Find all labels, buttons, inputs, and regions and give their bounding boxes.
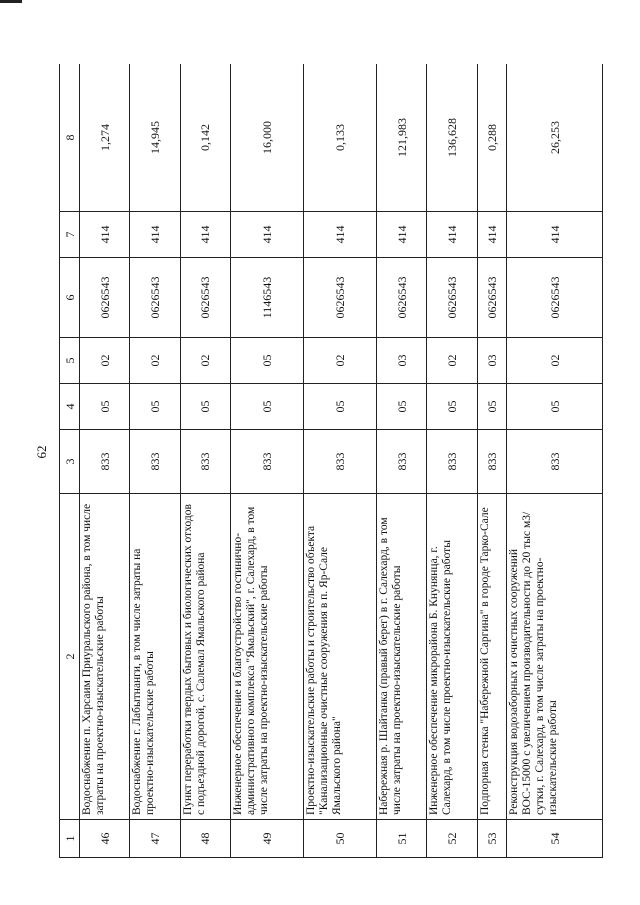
code-section-cell: 05 — [427, 384, 477, 430]
code-ministry-cell: 833 — [304, 430, 377, 494]
table-row — [507, 64, 603, 858]
object-name-cell: Проектно-изыскательские работы и строительство объекта "Канализационные очистные сооружения в п. Яр-Сале Ямальского района" — [304, 494, 377, 820]
code-section-cell: 05 — [130, 384, 180, 430]
amount-cell: 14,945 — [130, 64, 180, 212]
code-subsection-cell: 02 — [80, 338, 130, 384]
object-name-cell: Пункт переработки твердых бытовых и биологических отходов с подъездной дорогой, с. Салемал Ямальского района — [180, 494, 230, 820]
row-number-cell: 53 — [477, 820, 507, 858]
code-target-article-cell: 1146543 — [231, 258, 304, 338]
code-ministry-cell: 833 — [130, 430, 180, 494]
object-name-cell: Водоснабжение г. Лабытнанги, в том числе затраты на проектно-изыскательские работы — [130, 494, 180, 820]
code-ministry-cell: 833 — [80, 430, 130, 494]
scan-edge-mark — [0, 0, 22, 3]
table-row — [304, 64, 377, 858]
header-cell: 4 — [60, 384, 80, 430]
amount-cell: 121,983 — [377, 64, 427, 212]
code-section-cell: 05 — [231, 384, 304, 430]
row-number-cell: 49 — [231, 820, 304, 858]
row-number-cell: 51 — [377, 820, 427, 858]
code-ministry-cell: 833 — [231, 430, 304, 494]
table-row — [477, 64, 507, 858]
code-subsection-cell: 03 — [377, 338, 427, 384]
code-section-cell: 05 — [477, 384, 507, 430]
table-row — [130, 64, 180, 858]
code-ministry-cell: 833 — [180, 430, 230, 494]
code-ministry-cell: 833 — [377, 430, 427, 494]
row-number-cell: 46 — [80, 820, 130, 858]
row-number-cell: 52 — [427, 820, 477, 858]
header-cell: 7 — [60, 212, 80, 258]
code-ministry-cell: 833 — [427, 430, 477, 494]
budget-table — [59, 64, 603, 858]
code-section-cell: 05 — [180, 384, 230, 430]
code-target-article-cell: 0626543 — [130, 258, 180, 338]
object-name-cell: Набережная р. Шайтанка (правый берег) в г. Салехард, в том числе затраты на проектно-изыскательские работы — [377, 494, 427, 820]
header-cell: 1 — [60, 820, 80, 858]
code-ministry-cell: 833 — [477, 430, 507, 494]
table-header-row — [60, 64, 80, 858]
code-expense-type-cell: 414 — [507, 212, 603, 258]
object-name-cell: Водоснабжение п. Харсаим Приуральского района, в том числе затраты на проектно-изыскательские работы — [80, 494, 130, 820]
header-cell: 3 — [60, 430, 80, 494]
table-row — [377, 64, 427, 858]
object-name-cell: Реконструкция водозаборных и очистных сооружений ВОС-15000 с увеличением производительности до 20 тыс м3/сутки, г. Салехард, в том числе затраты на проектно-изыскательские работы — [507, 494, 603, 820]
header-cell: 2 — [60, 494, 80, 820]
row-number-cell: 48 — [180, 820, 230, 858]
header-cell: 8 — [60, 64, 80, 212]
code-subsection-cell: 05 — [231, 338, 304, 384]
object-name-cell: Инженерное обеспечение и благоустройство гостинично-административного комплекса "Ямальский", г. Салехард, в том числе затраты на проектно-изыскательские работы — [231, 494, 304, 820]
amount-cell: 0,288 — [477, 64, 507, 212]
amount-cell: 1,274 — [80, 64, 130, 212]
code-expense-type-cell: 414 — [304, 212, 377, 258]
code-subsection-cell: 03 — [477, 338, 507, 384]
code-expense-type-cell: 414 — [231, 212, 304, 258]
code-section-cell: 05 — [80, 384, 130, 430]
code-subsection-cell: 02 — [180, 338, 230, 384]
code-target-article-cell: 0626543 — [427, 258, 477, 338]
row-number-cell: 54 — [507, 820, 603, 858]
code-section-cell: 05 — [304, 384, 377, 430]
code-subsection-cell: 02 — [427, 338, 477, 384]
code-target-article-cell: 0626543 — [507, 258, 603, 338]
table-row — [427, 64, 477, 858]
code-expense-type-cell: 414 — [80, 212, 130, 258]
code-section-cell: 05 — [507, 384, 603, 430]
amount-cell: 0,133 — [304, 64, 377, 212]
code-target-article-cell: 0626543 — [477, 258, 507, 338]
amount-cell: 0,142 — [180, 64, 230, 212]
code-expense-type-cell: 414 — [477, 212, 507, 258]
table-row — [80, 64, 130, 858]
table-row — [180, 64, 230, 858]
code-target-article-cell: 0626543 — [180, 258, 230, 338]
code-ministry-cell: 833 — [507, 430, 603, 494]
header-cell: 5 — [60, 338, 80, 384]
row-number-cell: 50 — [304, 820, 377, 858]
amount-cell: 16,000 — [231, 64, 304, 212]
code-expense-type-cell: 414 — [377, 212, 427, 258]
amount-cell: 136,628 — [427, 64, 477, 212]
rotated-sheet — [59, 64, 603, 858]
code-expense-type-cell: 414 — [130, 212, 180, 258]
header-cell: 6 — [60, 258, 80, 338]
code-target-article-cell: 0626543 — [377, 258, 427, 338]
page-number: 62 — [34, 445, 49, 459]
code-expense-type-cell: 414 — [427, 212, 477, 258]
code-subsection-cell: 02 — [304, 338, 377, 384]
object-name-cell: Подпорная стенка "Набережной Саргина" в городе Тарко-Сале — [477, 494, 507, 820]
code-subsection-cell: 02 — [507, 338, 603, 384]
code-subsection-cell: 02 — [130, 338, 180, 384]
row-number-cell: 47 — [130, 820, 180, 858]
object-name-cell: Инженерное обеспечение микрорайона Б. Кнунянца, г. Салехард, в том числе проектно-изыскательские работы — [427, 494, 477, 820]
table-row — [231, 64, 304, 858]
code-target-article-cell: 0626543 — [304, 258, 377, 338]
table-frame — [59, 64, 603, 858]
amount-cell: 26,253 — [507, 64, 603, 212]
code-expense-type-cell: 414 — [180, 212, 230, 258]
code-target-article-cell: 0626543 — [80, 258, 130, 338]
code-section-cell: 05 — [377, 384, 427, 430]
